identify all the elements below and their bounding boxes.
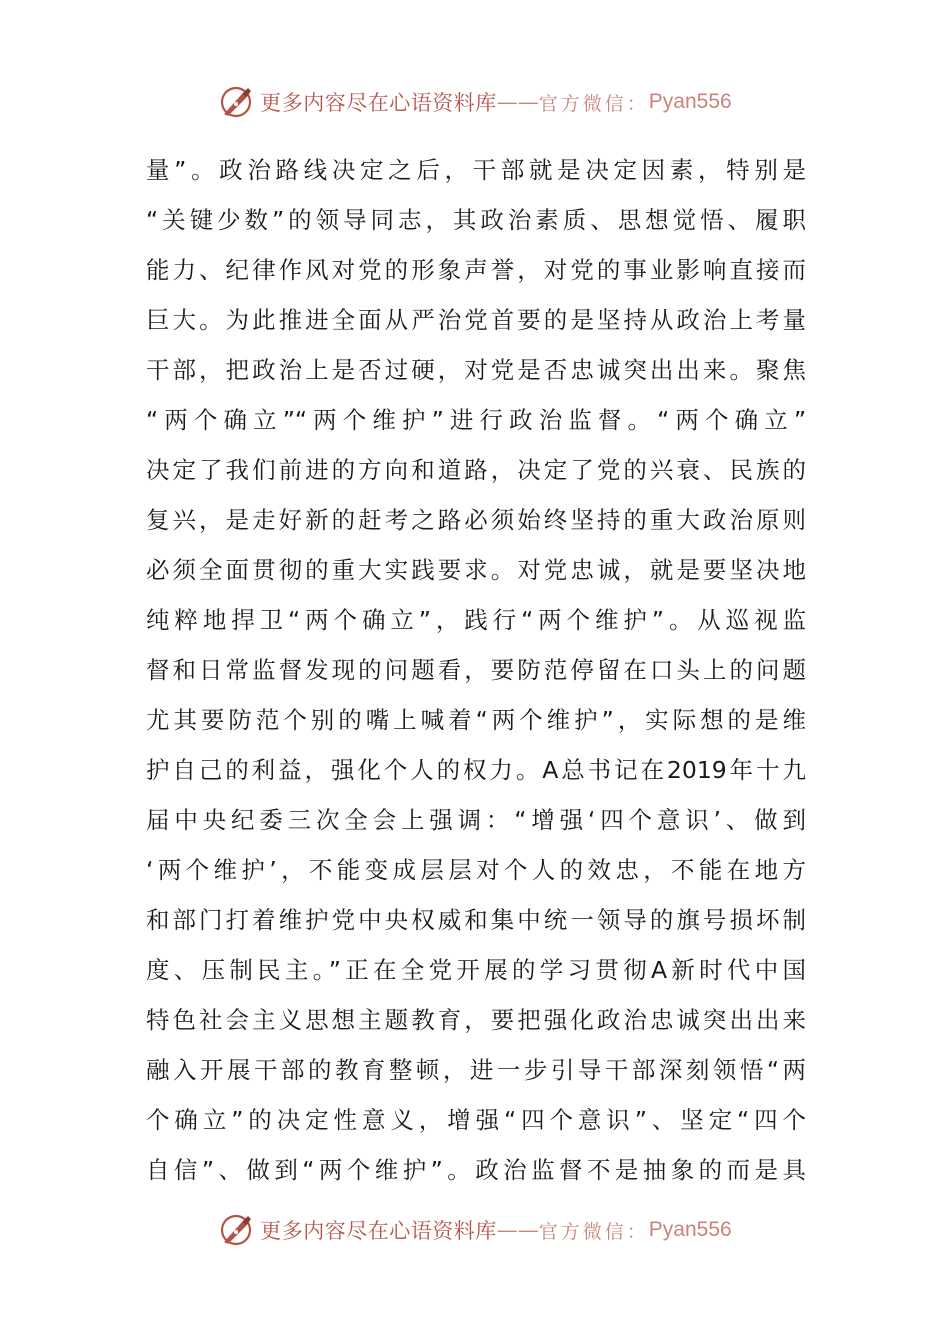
header-official-label: 官方微信： [538, 92, 649, 115]
body-line-14: 届中央纪委三次全会上强调：“增强‘四个意识’、做到 [146, 806, 806, 834]
pen-nib-logo-icon [218, 1212, 254, 1248]
body-line-19: 融入开展干部的教育整顿，进一步引导干部深刻领悟“两 [146, 1056, 806, 1084]
header-wechat-id: Pyan556 [648, 90, 732, 113]
body-line-10: 纯粹地捍卫“两个确立”，践行“两个维护”。从巡视监 [146, 606, 806, 634]
footer-slogan: 更多内容尽在心语资料库 [260, 1219, 497, 1243]
body-line-16: 和部门打着维护党中央权威和集中统一领导的旗号损坏制 [146, 906, 806, 934]
footer-separator: —— [496, 1218, 539, 1242]
footer-official-label: 官方微信： [538, 1220, 649, 1243]
body-line-5: 干部，把政治上是否过硬，对党是否忠诚突出出来。聚焦 [146, 356, 806, 384]
pen-nib-logo-icon [218, 84, 254, 120]
body-line-2: “关键少数”的领导同志，其政治素质、思想觉悟、履职 [146, 206, 806, 234]
document-body [146, 145, 806, 1195]
body-line-7: 决定了我们前进的方向和道路，决定了党的兴衰、民族的 [146, 456, 806, 484]
header-slogan: 更多内容尽在心语资料库 [260, 91, 497, 115]
body-line-17: 度、压制民主。”正在全党开展的学习贯彻A新时代中国 [146, 956, 806, 984]
body-line-13: 护自己的利益，强化个人的权力。A总书记在2019年十九 [146, 756, 806, 784]
body-line-20: 个确立”的决定性意义，增强“四个意识”、坚定“四个 [146, 1106, 806, 1134]
body-line-9: 必须全面贯彻的重大实践要求。对党忠诚，就是要坚决地 [146, 556, 806, 584]
body-line-21: 自信”、做到“两个维护”。政治监督不是抽象的而是具 [146, 1156, 806, 1184]
body-line-12: 尤其要防范个别的嘴上喊着“两个维护”，实际想的是维 [146, 706, 806, 734]
body-line-8: 复兴，是走好新的赶考之路必须始终坚持的重大政治原则 [146, 506, 806, 534]
body-line-6: “两个确立”“两个维护”进行政治监督。“两个确立” [146, 406, 806, 434]
body-line-18: 特色社会主义思想主题教育，要把强化政治忠诚突出出来 [146, 1006, 806, 1034]
footer-wechat-id: Pyan556 [648, 1218, 732, 1241]
body-line-11: 督和日常监督发现的问题看，要防范停留在口头上的问题 [146, 656, 806, 684]
body-line-3: 能力、纪律作风对党的形象声誉，对党的事业影响直接而 [146, 256, 806, 284]
footer-banner [0, 1208, 950, 1252]
body-line-4: 巨大。为此推进全面从严治党首要的是坚持从政治上考量 [146, 306, 806, 334]
body-line-15: ‘两个维护’，不能变成层层对个人的效忠，不能在地方 [146, 856, 806, 884]
header-banner [0, 80, 950, 124]
header-separator: —— [496, 90, 539, 114]
body-line-1: 量”。政治路线决定之后，干部就是决定因素，特别是 [146, 156, 806, 184]
